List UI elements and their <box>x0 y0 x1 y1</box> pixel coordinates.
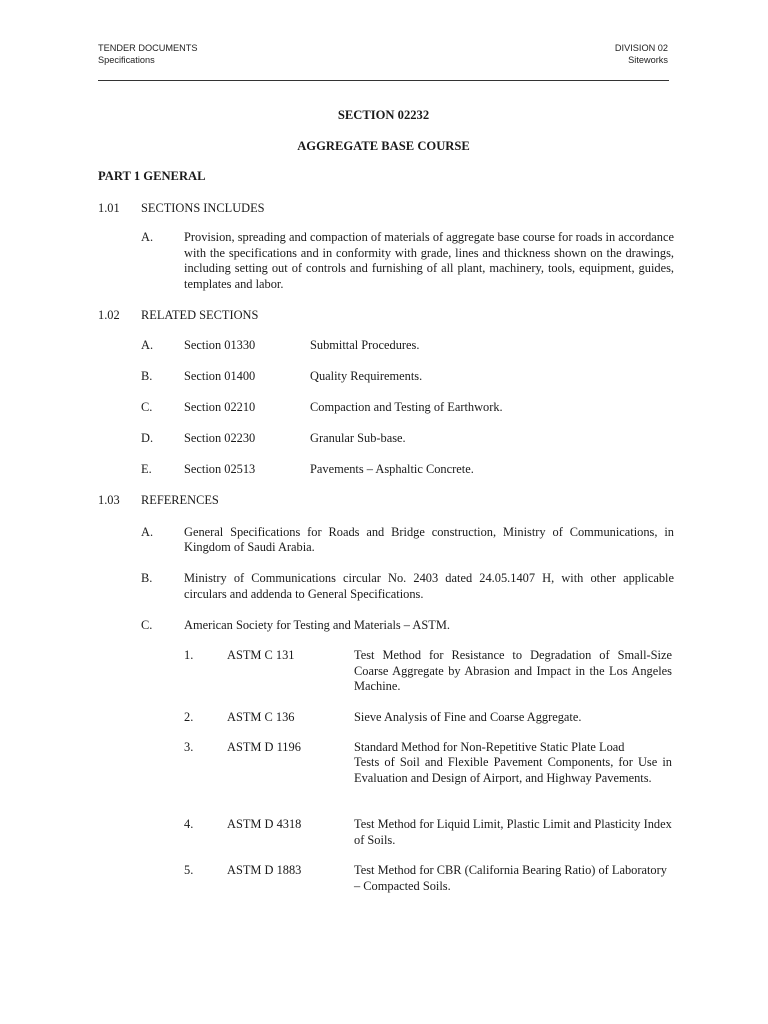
astm-description: Sieve Analysis of Fine and Coarse Aggregate. <box>354 710 582 724</box>
header-siteworks: Siteworks <box>628 55 668 65</box>
astm-code: ASTM D 1883 <box>227 863 302 877</box>
related-section-number: Section 01330 <box>184 338 256 352</box>
clause-number: 1.03 <box>98 493 120 507</box>
astm-description: Test Method for CBR (California Bearing Ratio) of Laboratory – Compacted Soils. <box>354 863 667 893</box>
astm-number: 1. <box>184 648 194 662</box>
section-title: SECTION 02232 <box>337 108 430 122</box>
astm-description: Test Method for Liquid Limit, Plastic Limit and Plasticity Index of Soils. <box>354 817 672 847</box>
astm-description-rest: Tests of Soil and Flexible Pavement Components, for Use in Evaluation and Design of Airport, and Highway Pavements. <box>354 755 672 785</box>
item-text: Ministry of Communications circular No. 2403 dated 24.05.1407 H, with other applicable circulars and addenda to General Specifications. <box>184 571 674 601</box>
related-section-number: Section 02230 <box>184 431 256 445</box>
item-text: American Society for Testing and Materials – ASTM. <box>184 618 450 632</box>
header-right <box>615 42 668 66</box>
related-section-title: Granular Sub-base. <box>310 431 406 445</box>
related-section-title: Quality Requirements. <box>310 369 423 383</box>
astm-description-line1: Standard Method for Non-Repetitive Static Plate Load <box>354 740 625 754</box>
item-letter: B. <box>141 369 153 383</box>
clause-title: SECTIONS INCLUDES <box>141 201 265 215</box>
astm-code: ASTM C 131 <box>227 648 295 662</box>
related-section-number: Section 01400 <box>184 369 256 383</box>
clause-number: 1.02 <box>98 308 120 322</box>
item-text-line1: General Specifications for Roads and Bridge construction, Ministry of Communications, in <box>184 525 674 539</box>
item-letter: A. <box>141 525 154 539</box>
item-letter: E. <box>141 462 152 476</box>
related-section-title: Compaction and Testing of Earthwork. <box>310 400 503 414</box>
header-tender-documents: TENDER DOCUMENTS <box>98 43 198 53</box>
astm-description: Test Method for Resistance to Degradation of Small-Size Coarse Aggregate by Abrasion and Impact in the Los Angeles Machine. <box>354 648 672 693</box>
header-left <box>98 42 198 66</box>
clause-title: RELATED SECTIONS <box>141 308 259 322</box>
item-text-line2: Kingdom of Saudi Arabia. <box>184 540 315 554</box>
astm-code: ASTM C 136 <box>227 710 295 724</box>
related-section-title: Submittal Procedures. <box>310 338 420 352</box>
astm-number: 3. <box>184 740 194 754</box>
item-letter: B. <box>141 571 153 585</box>
clause-title: REFERENCES <box>141 493 219 507</box>
related-section-number: Section 02210 <box>184 400 256 414</box>
astm-number: 4. <box>184 817 194 831</box>
item-letter: D. <box>141 431 154 445</box>
item-letter: A. <box>141 338 154 352</box>
related-section-title: Pavements – Asphaltic Concrete. <box>310 462 474 476</box>
item-text: Provision, spreading and compaction of materials of aggregate base course for roads in accordance with the specifications and in conformity with grade, lines and thickness shown on the drawings, including setting out of controls and furnishing of all plant, machinery, tools, equipment, guides, templates and labor. <box>184 230 674 291</box>
part-heading: PART 1 GENERAL <box>98 169 206 183</box>
section-subtitle: AGGREGATE BASE COURSE <box>297 139 470 153</box>
related-section-number: Section 02513 <box>184 462 256 476</box>
header-divider <box>98 80 669 81</box>
item-letter: C. <box>141 400 153 414</box>
astm-number: 5. <box>184 863 194 877</box>
item-letter: C. <box>141 618 153 632</box>
header-division: DIVISION 02 <box>614 43 668 53</box>
header-specifications: Specifications <box>98 55 155 65</box>
item-letter: A. <box>141 230 154 244</box>
astm-code: ASTM D 4318 <box>227 817 302 831</box>
astm-number: 2. <box>184 710 194 724</box>
clause-number: 1.01 <box>98 201 120 215</box>
astm-code: ASTM D 1196 <box>227 740 301 754</box>
